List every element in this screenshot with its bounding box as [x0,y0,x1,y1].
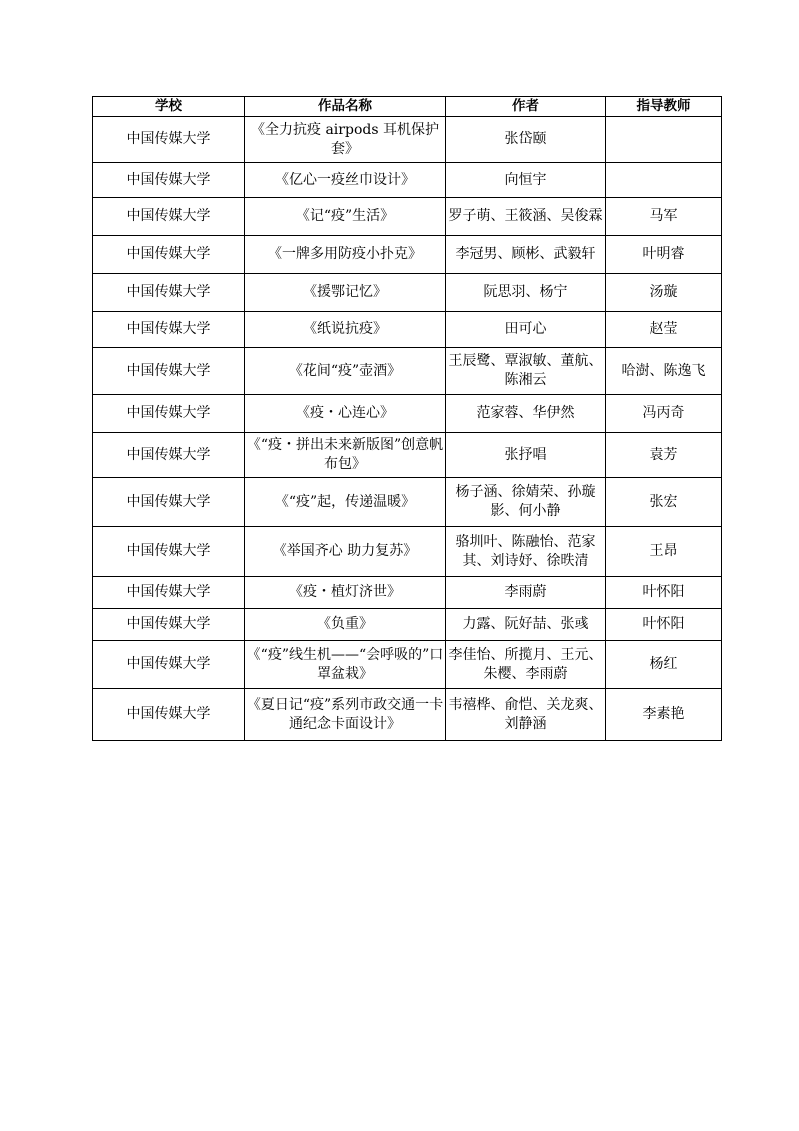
table-row [93,198,722,236]
table-row [93,163,722,198]
cell-school: 中国传媒大学 [93,478,245,527]
cell-school: 中国传媒大学 [93,348,245,395]
cell-advisor: 汤璇 [606,274,722,312]
cell-authors: 韦禧桦、俞恺、关龙爽、刘静涵 [446,689,606,741]
table-row [93,433,722,478]
cell-work-title: 《花间“疫”壶酒》 [245,348,446,395]
table-row [93,236,722,274]
header-work-title: 作品名称 [245,97,446,117]
cell-advisor: 叶明睿 [606,236,722,274]
cell-school: 中国传媒大学 [93,609,245,641]
cell-work-title: 《夏日记“疫”系列市政交通一卡通纪念卡面设计》 [245,689,446,741]
cell-school: 中国传媒大学 [93,577,245,609]
cell-work-title: 《全力抗疫 airpods 耳机保护套》 [245,117,446,163]
cell-work-title: 《援鄂记忆》 [245,274,446,312]
cell-work-title: 《亿心一疫丝巾设计》 [245,163,446,198]
table-row [93,609,722,641]
cell-work-title: 《“疫”起，传递温暖》 [245,478,446,527]
cell-advisor: 冯丙奇 [606,395,722,433]
header-authors: 作者 [446,97,606,117]
table-row [93,348,722,395]
cell-work-title: 《疫・植灯济世》 [245,577,446,609]
cell-advisor [606,117,722,163]
cell-authors: 阮思羽、杨宁 [446,274,606,312]
cell-authors: 李雨蔚 [446,577,606,609]
cell-work-title: 《举国齐心 助力复苏》 [245,527,446,577]
cell-work-title: 《一牌多用防疫小扑克》 [245,236,446,274]
cell-work-title: 《负重》 [245,609,446,641]
cell-school: 中国传媒大学 [93,641,245,689]
cell-school: 中国传媒大学 [93,312,245,348]
cell-school: 中国传媒大学 [93,527,245,577]
cell-advisor: 袁芳 [606,433,722,478]
table-row [93,478,722,527]
table-row [93,577,722,609]
table-row [93,274,722,312]
header-row [93,97,722,117]
cell-authors: 王辰鹭、覃淑敏、董航、陈湘云 [446,348,606,395]
cell-advisor: 叶怀阳 [606,577,722,609]
cell-school: 中国传媒大学 [93,163,245,198]
cell-authors: 骆圳叶、陈融怡、范家其、刘诗妤、徐昳清 [446,527,606,577]
cell-authors: 田可心 [446,312,606,348]
cell-advisor: 赵莹 [606,312,722,348]
table-body [93,117,722,741]
cell-work-title: 《“疫”线生机——“会呼吸的”口罩盆栽》 [245,641,446,689]
table-row [93,641,722,689]
cell-authors: 张抒唱 [446,433,606,478]
cell-school: 中国传媒大学 [93,395,245,433]
cell-work-title: 《记“疫”生活》 [245,198,446,236]
table-row [93,117,722,163]
table-row [93,312,722,348]
works-table [92,96,722,741]
table-row [93,527,722,577]
cell-work-title: 《纸说抗疫》 [245,312,446,348]
header-advisor: 指导教师 [606,97,722,117]
table-header [93,97,722,117]
cell-advisor [606,163,722,198]
table-row [93,689,722,741]
header-school: 学校 [93,97,245,117]
cell-school: 中国传媒大学 [93,689,245,741]
cell-authors: 力露、阮好喆、张彧 [446,609,606,641]
cell-advisor: 叶怀阳 [606,609,722,641]
cell-advisor: 张宏 [606,478,722,527]
cell-authors: 范家蓉、华伊然 [446,395,606,433]
cell-advisor: 李素艳 [606,689,722,741]
cell-authors: 罗子萌、王筱涵、吴俊霖 [446,198,606,236]
cell-school: 中国传媒大学 [93,198,245,236]
cell-school: 中国传媒大学 [93,274,245,312]
cell-authors: 李冠男、顾彬、武毅轩 [446,236,606,274]
cell-authors: 向恒宇 [446,163,606,198]
cell-work-title: 《“疫・拼出未来新版图”创意帆布包》 [245,433,446,478]
cell-advisor: 杨红 [606,641,722,689]
cell-authors: 张岱颐 [446,117,606,163]
table-row [93,395,722,433]
cell-authors: 杨子涵、徐婧荣、孙璇影、何小静 [446,478,606,527]
cell-school: 中国传媒大学 [93,236,245,274]
cell-advisor: 王昂 [606,527,722,577]
cell-school: 中国传媒大学 [93,117,245,163]
cell-work-title: 《疫・心连心》 [245,395,446,433]
cell-authors: 李佳怡、所揽月、王元、朱樱、李雨蔚 [446,641,606,689]
cell-advisor: 马军 [606,198,722,236]
cell-advisor: 哈澍、陈逸飞 [606,348,722,395]
cell-school: 中国传媒大学 [93,433,245,478]
